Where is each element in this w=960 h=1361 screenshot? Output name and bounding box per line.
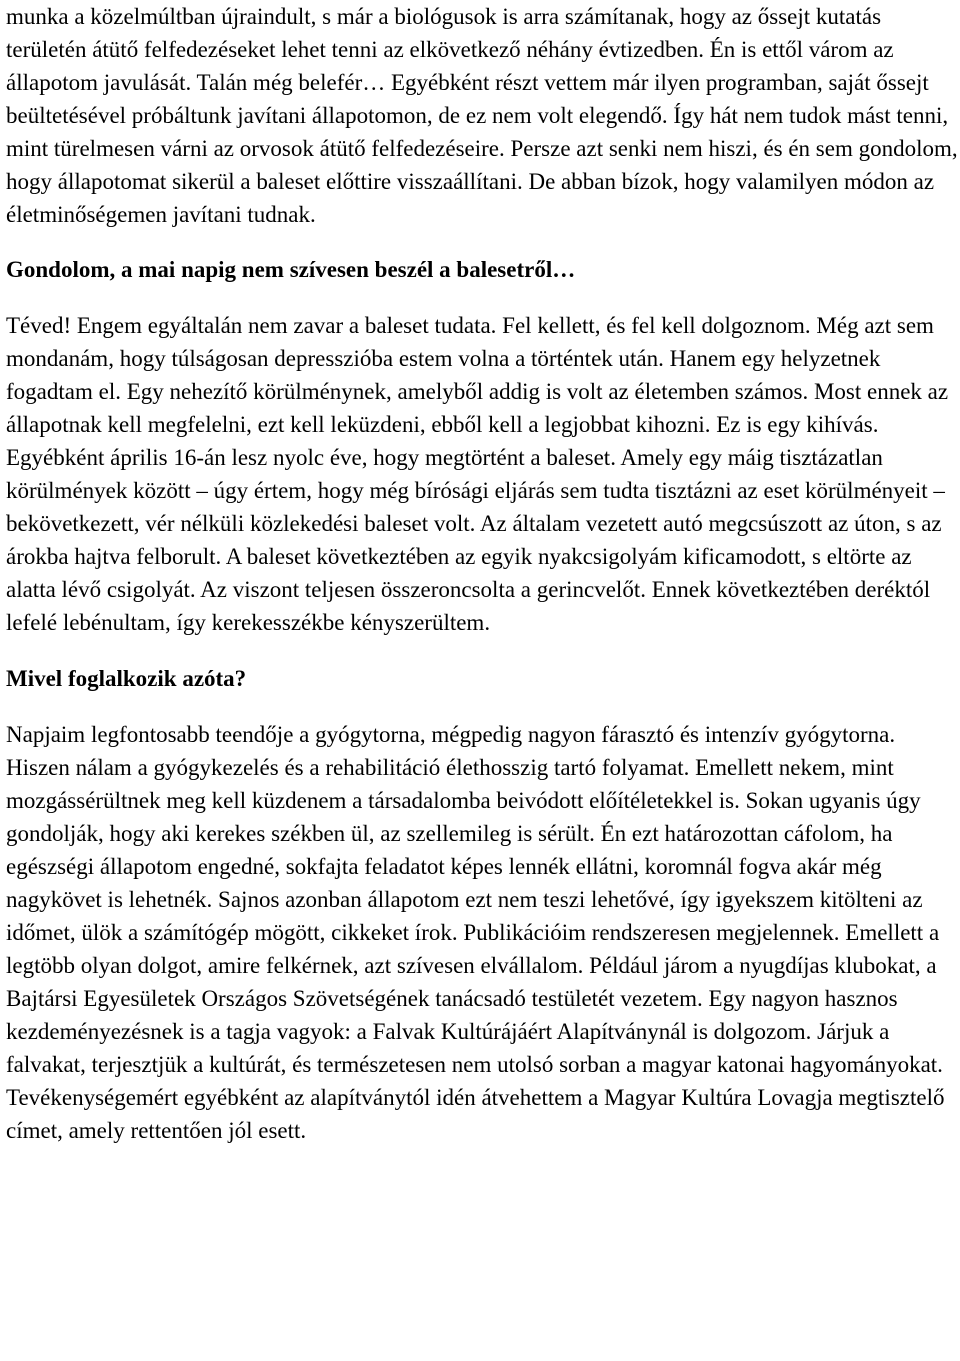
interview-answer-award: Tevékenységemért egyébként az alapítványtól idén átvehettem a Magyar Kultúra Lovagja megtisztelő címet, amely rettentően jól esett. — [6, 1085, 945, 1143]
document-page — [6, 0, 958, 1147]
interview-answer-accident: Téved! Engem egyáltalán nem zavar a baleset tudata. Fel kellett, és fel kell dolgoznom. Még azt sem mondanám, hogy túlságosan depresszióba estem volna a történtek után. Hanem egy helyzetnek fogadtam el. Egy nehezítő körülménynek, amelyből addig is volt az életemben számos. Most ennek az állapotnak kell megfelelni, ezt kell leküzdeni, ebből kell a legjobbat kihozni. Ez is egy kihívás. Egyébként április 16-án lesz nyolc éve, hogy megtörtént a baleset. Amely egy máig tisztázatlan körülmények között – úgy értem, hogy még bírósági eljárás sem tudta tisztázni az eset körülményeit – bekövetkezett, vér nélküli közlekedési baleset volt. Az általam vezetett autó megcsúszott az úton, s az árokba hajtva felborult. A baleset következtében az egyik nyakcsigolyám kificamodott, s eltörte az alatta lévő csigolyát. Az viszont teljesen összeroncsolta a gerincvelőt. Ennek következtében deréktól lefelé lebénultam, így kerekesszékbe kényszerültem. — [6, 313, 949, 635]
interview-answer-stem-cell: munka a közelmúltban újraindult, s már a biológusok is arra számítanak, hogy az őssejt kutatás területén átütő felfedezéseket lehet tenni az elkövetkező néhány évtizedben. Én is ettől várom az állapotom javulását. Talán még belefér… Egyébként részt vettem már ilyen programban, saját őssejt beültetésével próbáltunk javítani állapotomon, de ez nem volt elegendő. Így hát nem tudok mást tenni, mint türelmesen várni az orvosok átütő felfedezéseire. Persze azt senki nem hiszi, és én sem gondolom, hogy állapotomat sikerül a baleset előttire visszaállítani. De abban bízok, hogy valamilyen módon az életminőségemen javítani tudnak. — [6, 4, 958, 227]
spacer — [6, 695, 958, 718]
interview-question-occupation: Mivel foglalkozik azóta? — [6, 666, 247, 691]
interview-answer-occupation: Napjaim legfontosabb teendője a gyógytorna, mégpedig nagyon fárasztó és intenzív gyógytorna. Hiszen nálam a gyógykezelés és a rehabilitáció élethosszig tartó folyamat. Emellett nekem, mint mozgássérültnek meg kell küzdenem a társadalomba beivódott előítéletekkel is. Sokan ugyanis úgy gondolják, hogy aki kerekes székben ül, az szellemileg is sérült. Én ezt határozottan cáfolom, ha egészségi állapotom engedné, sokfajta feladatot képes lennék ellátni, koromnál fogva akár még nagykövet is lehetnék. Sajnos azonban állapotom ezt nem teszi lehetővé, így igyekszem kitölteni az időmet, ülök a számítógép mögött, cikkeket írok. Publikációim rendszeresen megjelennek. Emellett a legtöbb olyan dolgot, amire felkérnek, azt szívesen elvállalom. Például járom a nyugdíjas klubokat, a Bajtársi Egyesületek Országos Szövetségének tanácsadó testületét vezetem. Egy nagyon hasznos kezdeményezésnek is a tagja vagyok: a Falvak Kultúrájáért Alapítványnál is dolgozom. Járjuk a falvakat, terjesztjük a kultúrát, és természetesen nem utolsó sorban a magyar katonai hagyományokat. — [6, 722, 943, 1077]
spacer — [6, 286, 958, 309]
spacer — [6, 639, 958, 662]
spacer — [6, 231, 958, 253]
interview-question-accident: Gondolom, a mai napig nem szívesen beszél a balesetről… — [6, 257, 576, 282]
